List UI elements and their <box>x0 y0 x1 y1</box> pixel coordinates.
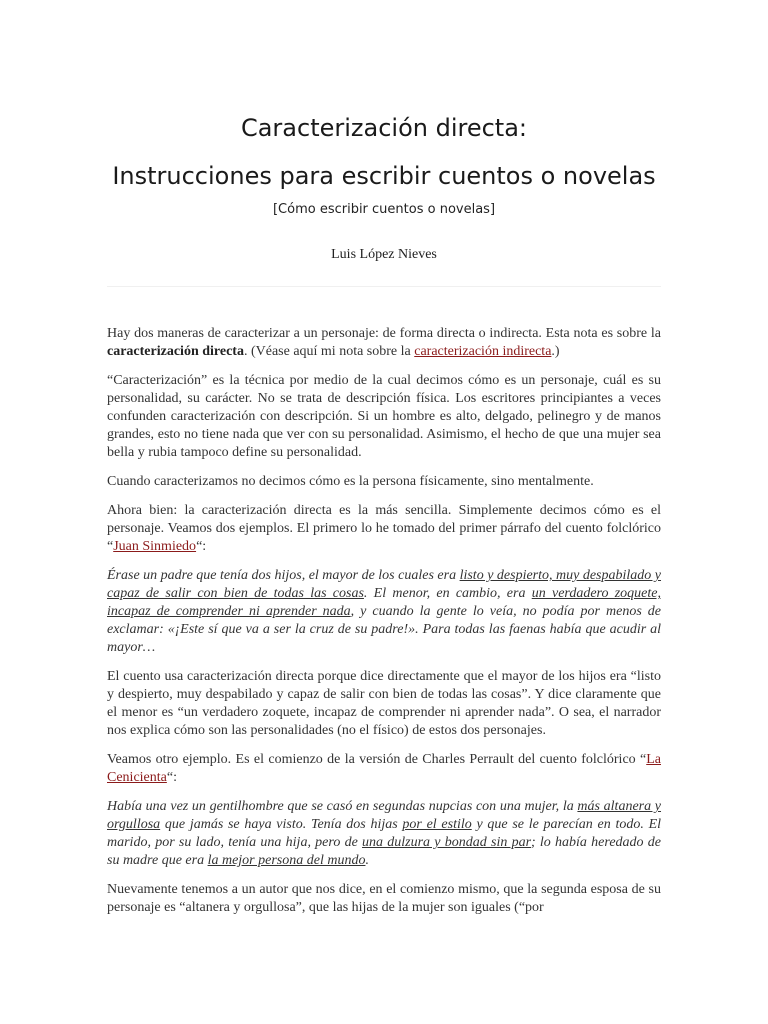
text: . <box>365 853 369 868</box>
underlined-phrase: un verdadero zoquete, incapaz de comprender ni aprender nada <box>107 586 661 619</box>
text: Veamos otro ejemplo. Es el comienzo de la versión de Charles Perrault del cuento folclórico “ <box>107 752 647 767</box>
underlined-phrase: listo y despierto, muy despabilado y capaz de salir con bien de todas las cosas <box>107 568 662 601</box>
text: Había una vez un gentilhombre que se casó en segundas nupcias con una mujer, la <box>107 799 578 814</box>
author-name: Luis López Nieves <box>331 247 437 262</box>
subtitle: [Cómo escribir cuentos o novelas] <box>272 202 496 217</box>
text: Érase un padre que tenía dos hijos, el mayor de los cuales era <box>107 568 460 583</box>
quote-1 <box>107 567 661 657</box>
text: , y cuando la gente lo veía, no podía por menos de exclamar: «¡Este sí que va a ser la cruz de su padre!». Para todas las faenas había que acudir al mayor… <box>107 604 661 655</box>
text: “: <box>166 770 177 785</box>
paragraph-2: “Caracterización” es la técnica por medio de la cual decimos cómo es un personaje, cuál es su personalidad, su carácter. No se trata de descripción física. Los escritores principiantes a veces confunden caracterización con descripción. Si un hombre es alto, delgado, pelinegro y de manos grandes, esto no tiene nada que ver con su personalidad. Asimismo, el hecho de que una mujer sea bella y rubia tampoco define su personalidad. <box>107 373 661 460</box>
text: y que se le parecían en todo. El marido, por su lado, tenía una hija, pero de <box>107 817 662 850</box>
paragraph-4 <box>107 502 661 556</box>
text: Ahora bien: la caracterización directa es la más sencilla. Simplemente decimos cómo es el personaje. Veamos dos ejemplos. El primero lo he tomado del primer párrafo del cuento folclórico “ <box>107 503 661 554</box>
underlined-phrase: más altanera y orgullosa <box>107 799 662 832</box>
link-caracterizacion-indirecta[interactable]: caracterización indirecta <box>414 344 552 359</box>
paragraph-1 <box>107 325 661 361</box>
paragraph-7: Nuevamente tenemos a un autor que nos dice, en el comienzo mismo, que la segunda esposa de su personaje es “altanera y orgullosa”, que las hijas de la mujer son iguales (“por <box>107 882 661 915</box>
divider <box>107 286 661 287</box>
article-body <box>107 325 661 928</box>
text: . El menor, en cambio, era <box>363 586 532 601</box>
underlined-phrase: una dulzura y bondad sin par <box>362 835 532 850</box>
link-la-cenicienta[interactable]: La Cenicienta <box>107 752 661 785</box>
text: .) <box>551 344 560 359</box>
underlined-phrase: por el estilo <box>402 817 472 832</box>
paragraph-5: El cuento usa caracterización directa porque dice directamente que el mayor de los hijos era “listo y despierto, muy despabilado y capaz de salir con bien de todas las cosas”. Y dice claramente que el menor es “un verdadero zoquete, incapaz de comprender ni aprender nada”. O sea, el narrador nos explica cómo son las personalidades (no el físico) de estos dos personajes. <box>107 669 661 738</box>
page-title-line-2: Instrucciones para escribir cuentos o novelas <box>112 162 656 190</box>
text: “: <box>196 539 207 554</box>
page-title: Caracterización directa: <box>240 114 528 142</box>
bold-term: caracterización directa <box>107 344 244 359</box>
link-juan-sinmiedo[interactable]: Juan Sinmiedo <box>113 539 197 554</box>
text: que jamás se haya visto. Tenía dos hijas <box>160 817 403 832</box>
paragraph-3: Cuando caracterizamos no decimos cómo es la persona físicamente, sino mentalmente. <box>107 474 594 489</box>
quote-2 <box>107 798 661 870</box>
text: ; lo había heredado de su madre que era <box>107 835 661 868</box>
text: . (Véase aquí mi nota sobre la <box>243 344 415 359</box>
paragraph-6 <box>107 751 661 787</box>
text: Hay dos maneras de caracterizar a un personaje: de forma directa o indirecta. Esta nota es sobre la <box>107 326 661 341</box>
underlined-phrase: la mejor persona del mundo <box>207 853 366 868</box>
